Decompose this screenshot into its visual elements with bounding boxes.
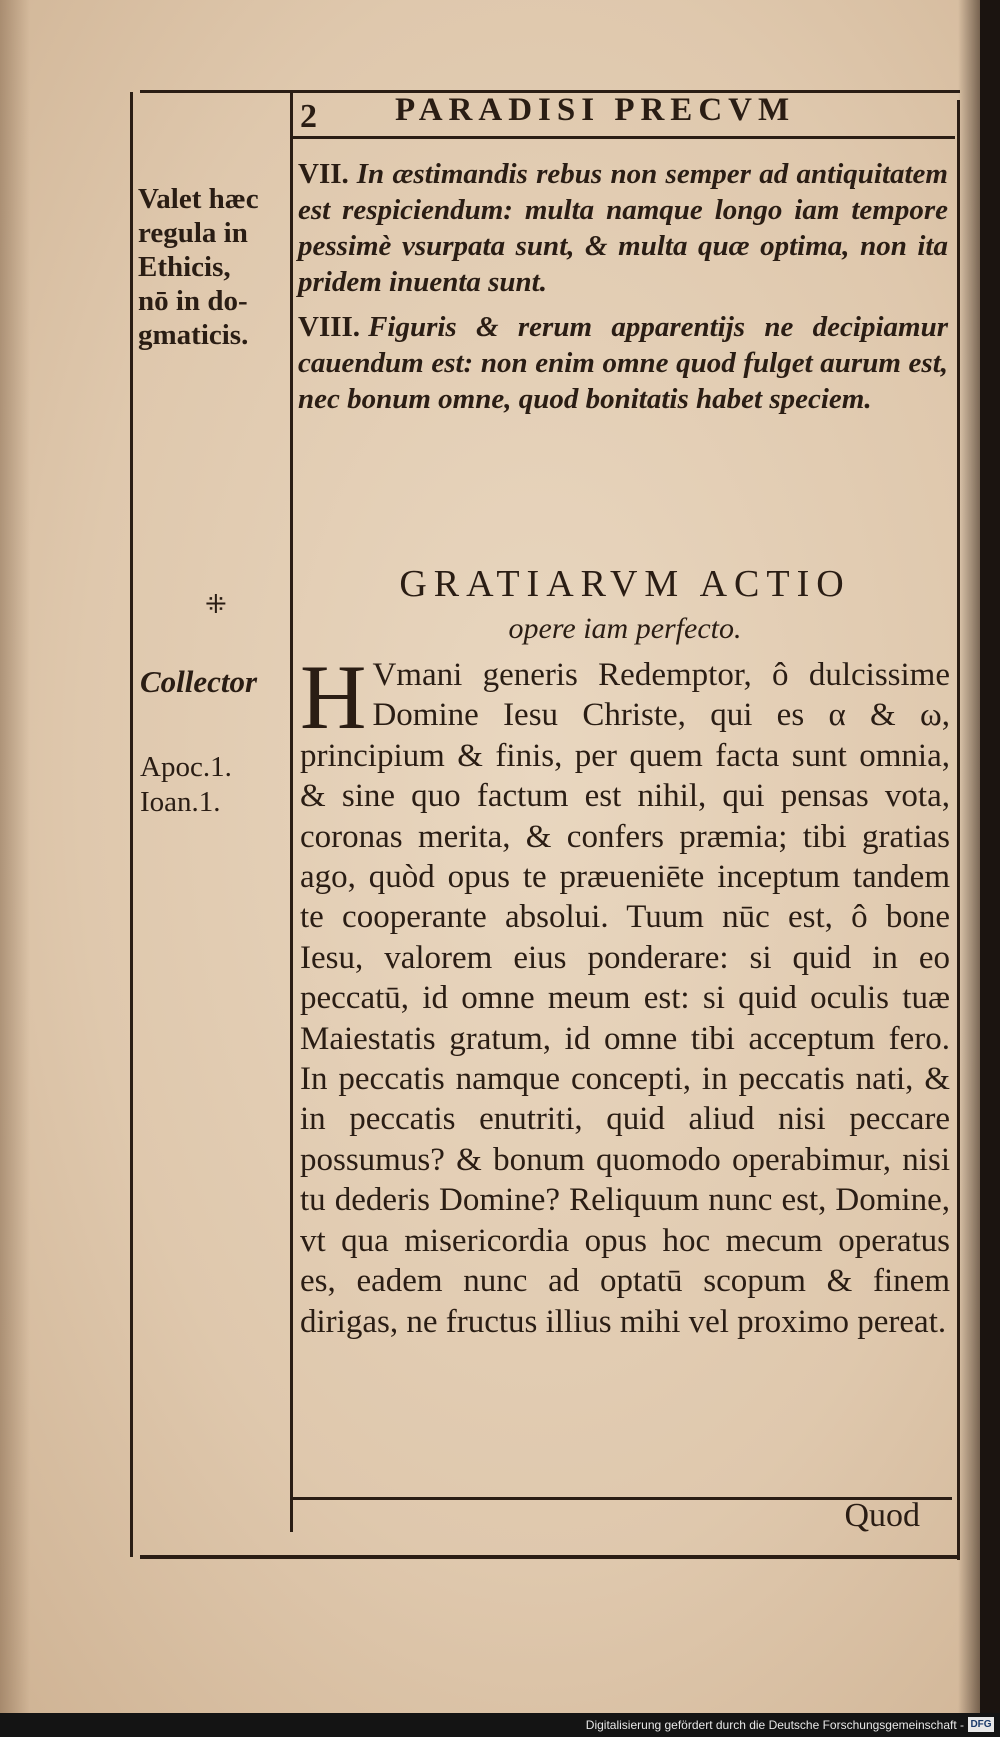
- running-title: PARADISI PRECVM: [395, 92, 796, 128]
- catchword: Quod: [844, 1497, 920, 1534]
- margin-note-john-ref: Ioan.1.: [140, 786, 221, 818]
- page-edge-shadow: [958, 0, 980, 1713]
- margin-note-collector: Collector: [140, 664, 258, 699]
- left-margin-rule: [130, 92, 133, 1557]
- section-title: GRATIARVM ACTIO: [399, 563, 851, 605]
- footer-bar: [0, 1713, 1000, 1737]
- page-bottom-rule: [140, 1555, 960, 1559]
- prayer-text: Vmani generis Redemptor, ô dulcissime Domine Iesu Christe, qui es α & ω, principium & finis, per quem facta sunt omnia, & sine quo factum est nihil, qui pensas vota, coronas merita, & confers præmia; tibi gratias ago, quòd opus te præueniēte inceptum tandem te cooperante absolui. Tuum nūc est, ô bone Iesu, valorem eius ponderare: si quid in eo peccatū, id omne meum est: si quid oculis tuæ Maiestatis gratum, id omne tibi acceptum fero. In peccatis namque concepti, in peccatis nati, & in peccatis enutriti, quid aliud nisi peccare possumus? & bonum quomodo operabimur, nisi tu dederis Domine? Reliquum nunc est, Domine, vt qua misericordia opus hoc mecum operatus es, eadem nunc ad optatū scopum & finem dirigas, ne fructus illius mihi vel proximo pereat.: [300, 657, 950, 1340]
- column-divider-rule: [290, 92, 293, 1532]
- margin-note-line: regula in: [138, 217, 248, 249]
- ornament-mark: ⁜: [205, 590, 227, 619]
- page-number: 2: [300, 98, 317, 135]
- section-subtitle: opere iam perfecto.: [508, 612, 742, 645]
- right-frame-rule: [957, 100, 960, 1560]
- rule-text: Figuris & rerum apparentijs ne decipiamur cauendum est: non enim omne quod fulget aurum est, nec bonum omne, quod bonitatis habet speciem.: [298, 311, 948, 415]
- spine-shadow: [0, 0, 30, 1713]
- rules-section: [298, 156, 948, 426]
- rule-numeral: VII.: [298, 158, 349, 190]
- footer-credit: Digitalisierung gefördert durch die Deutsche Forschungsgemeinschaft -: [585, 1718, 964, 1732]
- rule-numeral: VIII.: [298, 311, 361, 343]
- rule-text: In æstimandis rebus non semper ad antiquitatem est respiciendum: multa namque longo iam tempore pessimè vsurpata sunt, & multa quæ optima, non ita pridem inuenta sunt.: [298, 158, 948, 298]
- rule-paragraph: [298, 309, 948, 417]
- rule-paragraph: [298, 156, 948, 300]
- margin-note-line: Valet hæc: [138, 183, 259, 215]
- margin-note-ethics: [138, 182, 259, 352]
- header-underline: [290, 136, 955, 139]
- drop-cap: H: [300, 646, 367, 748]
- margin-note-line: gmaticis.: [138, 319, 249, 351]
- margin-note-line: nō in do-: [138, 285, 248, 317]
- dfg-logo-icon: DFG: [968, 1717, 994, 1732]
- margin-note-apocalypse-ref: Apoc.1.: [140, 751, 232, 783]
- prayer-body: [300, 646, 950, 1342]
- margin-note-line: Ethicis,: [138, 251, 231, 283]
